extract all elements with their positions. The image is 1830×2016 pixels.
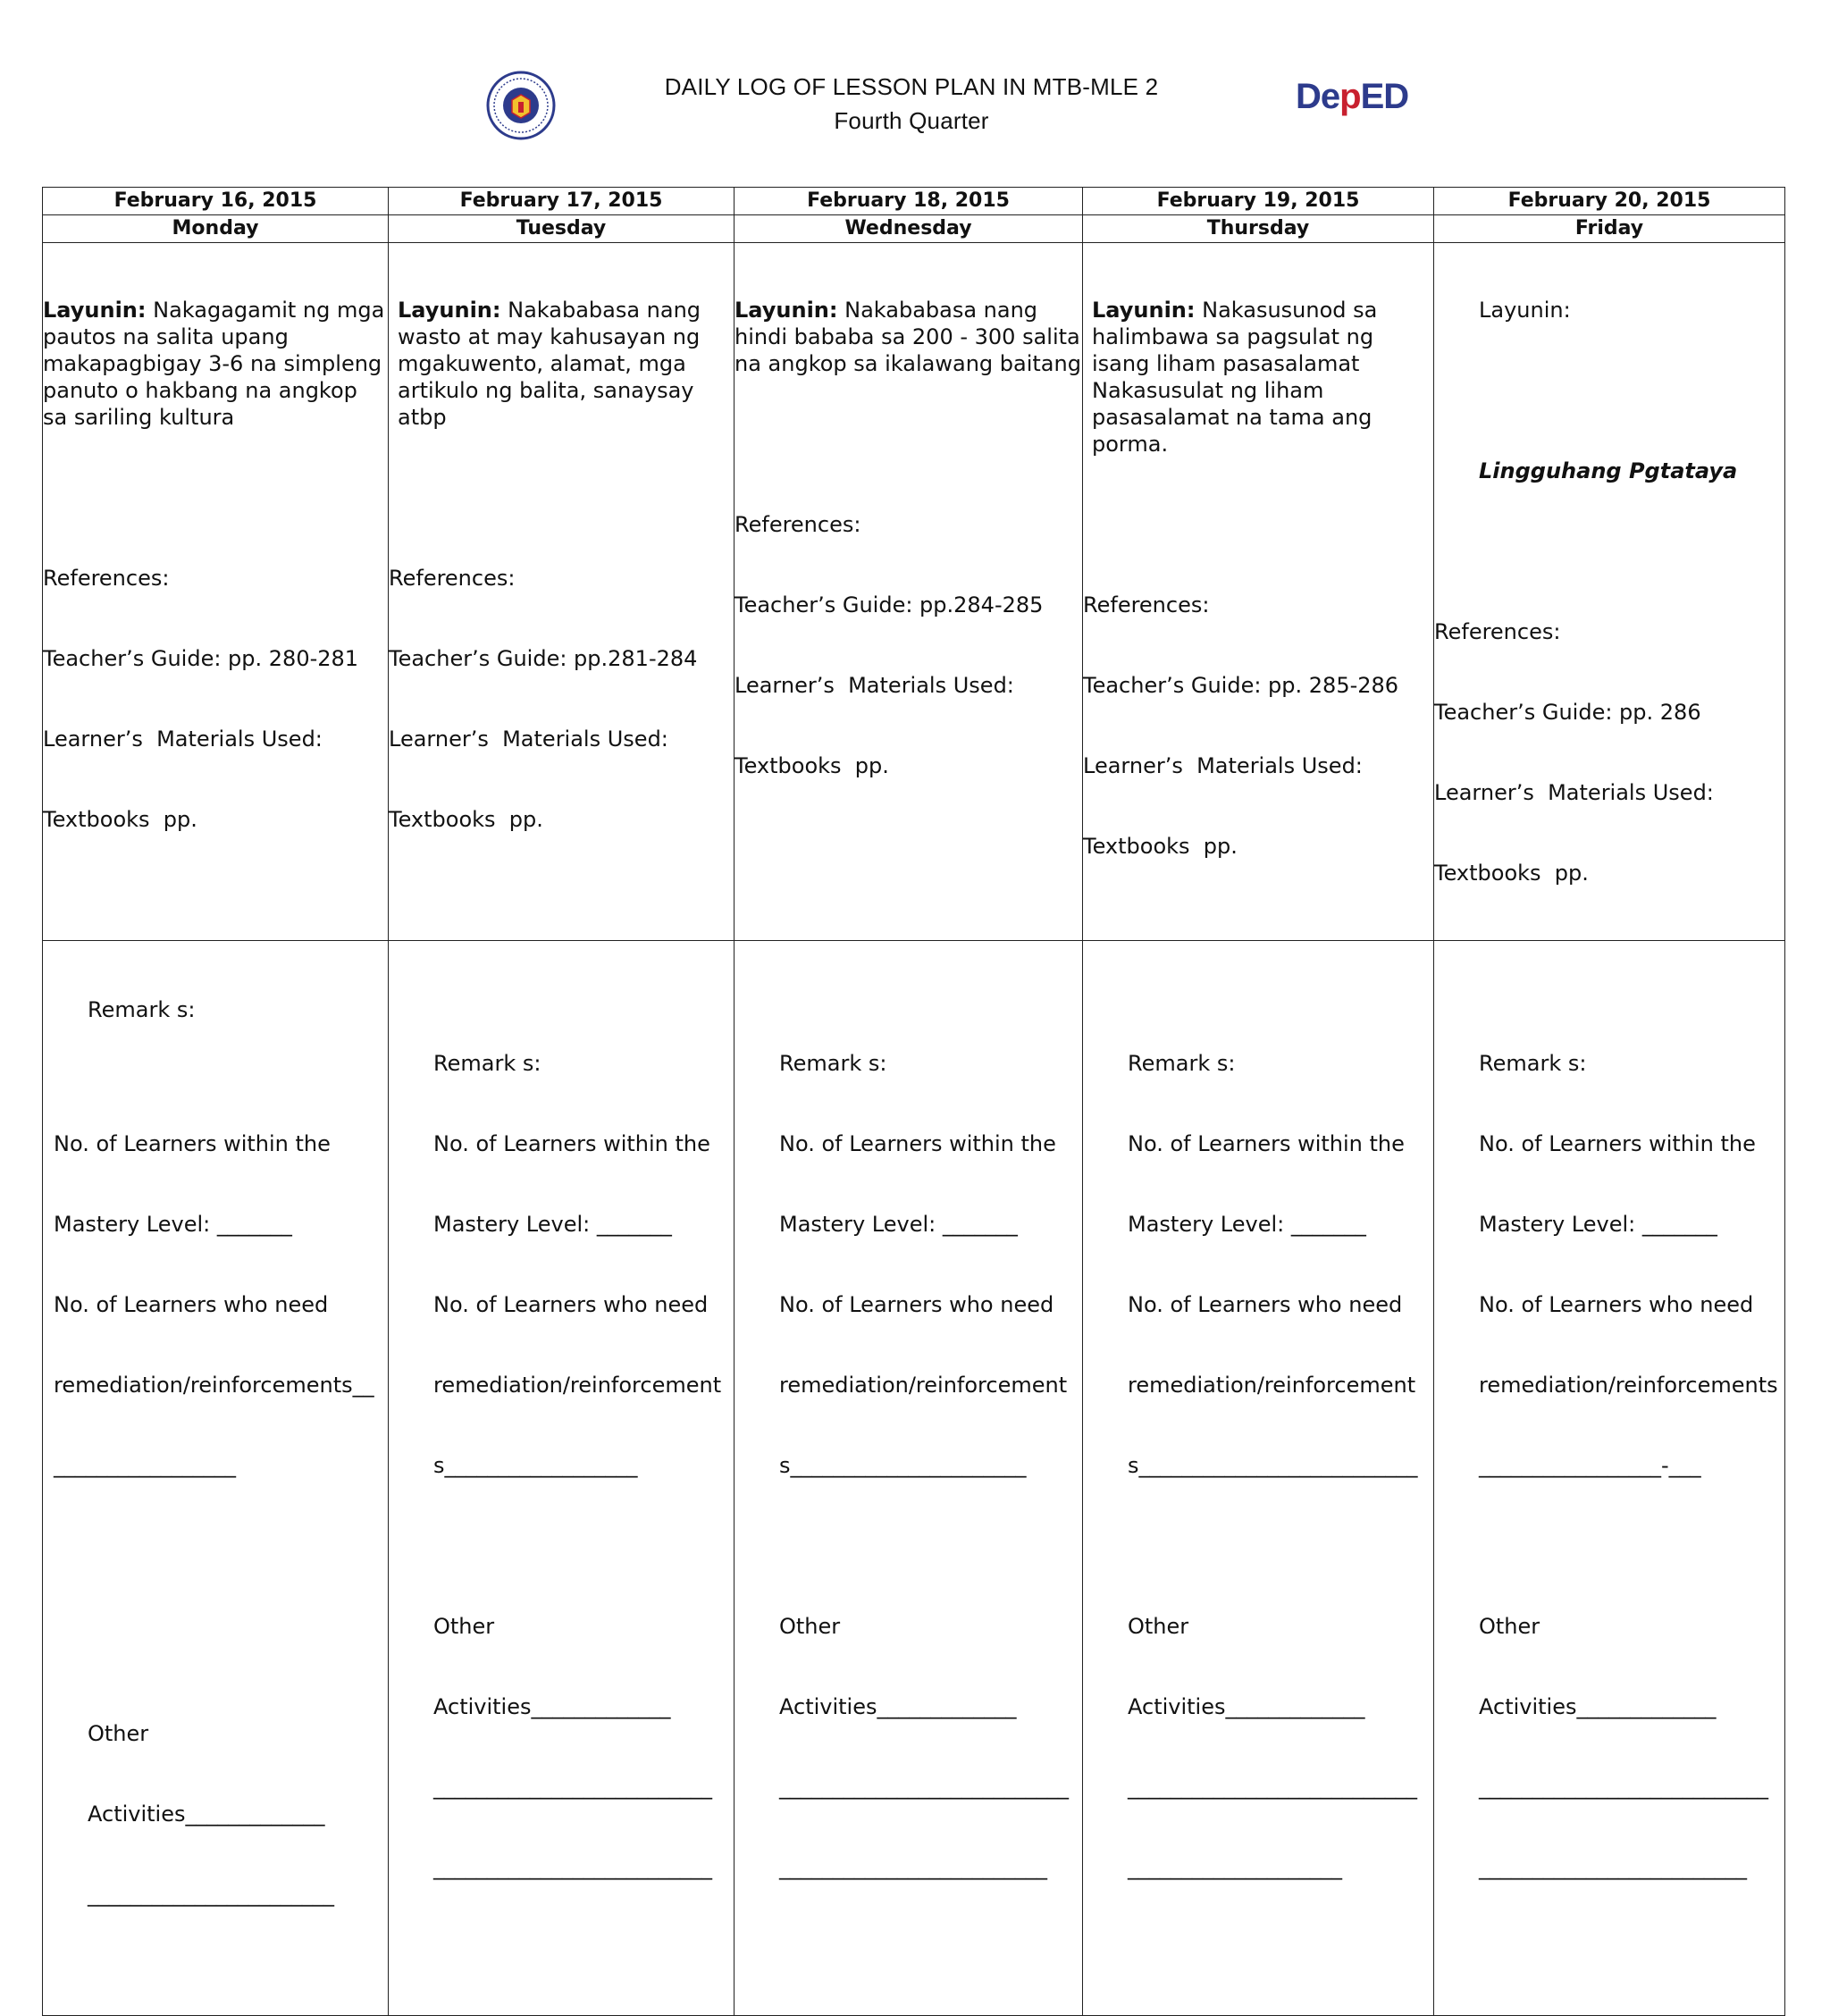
remediation-line: s__________________ [433, 1453, 638, 1478]
teachers-guide: Teacher’s Guide: pp. 280-281 [43, 646, 359, 671]
document-subtitle: Fourth Quarter [834, 107, 989, 134]
remediation-line: remediation/reinforcement [1128, 1373, 1416, 1398]
objective [389, 297, 734, 431]
other-activities-line: Other [1479, 1614, 1540, 1639]
day-cell: Monday [43, 215, 389, 243]
remarks-cell-thursday [1083, 941, 1434, 2016]
objective-text: Lingguhang Pgtataya [1479, 458, 1738, 483]
other-activities-line: Activities_____________ [1479, 1694, 1717, 1719]
remediation-line: No. of Learners who need [1479, 1292, 1754, 1317]
remarks-cell-monday [43, 941, 389, 2016]
objective-label: Layunin: [398, 298, 501, 323]
other-activities-line: __________________________ [433, 1775, 712, 1800]
objective [43, 297, 391, 431]
date-cell: February 16, 2015 [43, 188, 389, 215]
remediation-line: remediation/reinforcements [1479, 1373, 1778, 1398]
date-cell: February 17, 2015 [389, 188, 735, 215]
objective-cell-monday [43, 243, 389, 941]
other-activities-line: _________________________ [1479, 1855, 1747, 1880]
remarks-label: Remark s: [88, 997, 196, 1022]
remarks-row [43, 941, 1785, 2016]
objective-cell-tuesday [389, 243, 735, 941]
objective-cell-friday [1434, 243, 1785, 941]
textbooks: Textbooks pp. [1083, 834, 1238, 859]
teachers-guide: Teacher’s Guide: pp. 285-286 [1083, 673, 1399, 698]
day-cell: Wednesday [735, 215, 1083, 243]
remarks-cell-tuesday [389, 941, 735, 2016]
other-activities-line: Other [88, 1721, 149, 1746]
objective-cell-thursday [1083, 243, 1434, 941]
references-label: References: [735, 512, 861, 537]
remediation-line: remediation/reinforcement [433, 1373, 722, 1398]
objective-text: Nakababasa nang wasto at may kahusayan ng mgakuwento, alamat, mga artikulo ng balita, sanaysay atbp [398, 298, 708, 430]
remediation-line: remediation/reinforcements__ [54, 1373, 374, 1398]
objective-text: Nakasusunod sa halimbawa sa pagsulat ng isang liham pasasalamat Nakasusulat ng liham pasasalamat na tama ang porma. [1092, 298, 1384, 457]
textbooks: Textbooks pp. [43, 807, 197, 832]
other-activities-line: Activities_____________ [1128, 1694, 1365, 1719]
lesson-plan-table [42, 187, 1785, 2016]
date-cell: February 18, 2015 [735, 188, 1083, 215]
objective [735, 297, 1087, 377]
objective-label: Layunin: [1479, 298, 1571, 323]
title-block [608, 70, 1215, 138]
remarks-label: Remark s: [1128, 1051, 1236, 1076]
mastery-line: Mastery Level: _______ [779, 1212, 1018, 1237]
mastery-line: Mastery Level: _______ [433, 1212, 672, 1237]
remediation-line: remediation/reinforcement [779, 1373, 1068, 1398]
other-activities-line: Other [779, 1614, 841, 1639]
remediation-line: _________________-___ [1479, 1453, 1701, 1478]
references-label: References: [1434, 619, 1561, 644]
textbooks: Textbooks pp. [735, 753, 889, 778]
teachers-guide: Teacher’s Guide: pp. 286 [1434, 700, 1701, 725]
other-activities-line: ____________________ [1128, 1855, 1342, 1880]
objective-label: Layunin: [735, 298, 838, 323]
remarks-cell-friday [1434, 941, 1785, 2016]
other-activities-line: _________________________ [779, 1855, 1047, 1880]
objective-text: Nakagagamit ng mga pautos na salita upang makapagbigay 3-6 na simpleng panuto o hakbang na angkop sa sariling kultura [43, 298, 391, 430]
mastery-line: Mastery Level: _______ [54, 1212, 292, 1237]
deped-logo-text: DepED [1296, 77, 1409, 116]
remarks-label: Remark s: [779, 1051, 887, 1076]
other-activities-line: __________________________ [433, 1855, 712, 1880]
references-label: References: [389, 566, 516, 591]
date-cell: February 20, 2015 [1434, 188, 1785, 215]
other-activities-line: Activities_____________ [779, 1694, 1017, 1719]
other-activities-line: Activities_____________ [88, 1802, 325, 1827]
day-cell: Friday [1434, 215, 1785, 243]
learners-materials: Learner’s Materials Used: [389, 727, 668, 752]
mastery-line: No. of Learners within the [779, 1131, 1056, 1156]
remarks-label: Remark s: [1479, 1051, 1587, 1076]
day-cell: Tuesday [389, 215, 735, 243]
objective-label: Layunin: [43, 298, 147, 323]
other-activities-line: _______________________ [88, 1882, 334, 1907]
document-title: DAILY LOG OF LESSON PLAN IN MTB-MLE 2 [664, 73, 1159, 100]
objective [1083, 297, 1433, 458]
mastery-line: No. of Learners within the [1479, 1131, 1756, 1156]
other-activities-line: ___________________________ [1479, 1775, 1768, 1800]
other-activities-line: ___________________________ [1128, 1775, 1417, 1800]
objective-text: Nakababasa nang hindi bababa sa 200 - 300 salita na angkop sa ikalawang baitang [735, 298, 1087, 376]
teachers-guide: Teacher’s Guide: pp.281-284 [389, 646, 698, 671]
other-activities-line: Other [1128, 1614, 1189, 1639]
other-activities-line: Other [433, 1614, 495, 1639]
remediation-line: No. of Learners who need [1128, 1292, 1403, 1317]
mastery-line: No. of Learners within the [1128, 1131, 1405, 1156]
deped-seal-icon [485, 70, 557, 141]
objective-label: Layunin: [1092, 298, 1196, 323]
remediation-line: No. of Learners who need [433, 1292, 709, 1317]
learners-materials: Learner’s Materials Used: [1083, 753, 1363, 778]
remediation-line: No. of Learners who need [54, 1292, 329, 1317]
deped-logo [1296, 77, 1409, 122]
other-activities-line: ___________________________ [779, 1775, 1069, 1800]
remediation-line: s__________________________ [1128, 1453, 1418, 1478]
textbooks: Textbooks pp. [1434, 861, 1589, 886]
learners-materials: Learner’s Materials Used: [43, 727, 323, 752]
references-label: References: [1083, 592, 1210, 617]
date-cell: February 19, 2015 [1083, 188, 1434, 215]
learners-materials: Learner’s Materials Used: [735, 673, 1014, 698]
mastery-line: No. of Learners within the [433, 1131, 710, 1156]
remarks-label: Remark s: [433, 1051, 541, 1076]
mastery-line: No. of Learners within the [54, 1131, 331, 1156]
objective-cell-wednesday [735, 243, 1087, 941]
mastery-line: Mastery Level: _______ [1128, 1212, 1366, 1237]
teachers-guide: Teacher’s Guide: pp.284-285 [735, 592, 1044, 617]
mastery-line: Mastery Level: _______ [1479, 1212, 1717, 1237]
remediation-line: s______________________ [779, 1453, 1027, 1478]
day-cell: Thursday [1083, 215, 1434, 243]
day-row [43, 215, 1785, 243]
remarks-cell-wednesday [735, 941, 1083, 2016]
textbooks: Textbooks pp. [389, 807, 543, 832]
date-row [43, 188, 1785, 215]
document-header [0, 0, 1830, 179]
objectives-row [43, 243, 1785, 941]
references-label: References: [43, 566, 170, 591]
remediation-line: _________________ [54, 1453, 236, 1478]
remediation-line: No. of Learners who need [779, 1292, 1054, 1317]
other-activities-line: Activities_____________ [433, 1694, 671, 1719]
learners-materials: Learner’s Materials Used: [1434, 780, 1714, 805]
